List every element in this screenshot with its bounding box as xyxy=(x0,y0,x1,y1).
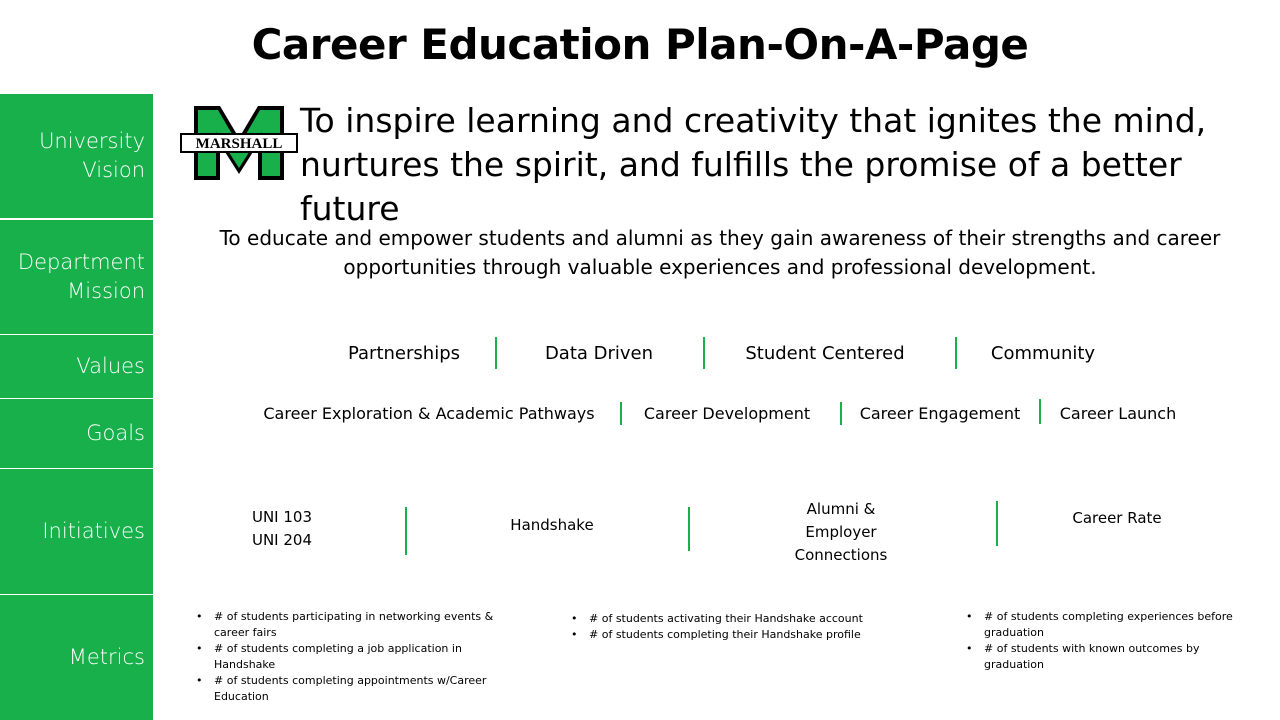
divider xyxy=(620,402,622,425)
metrics-list-2 xyxy=(571,611,929,643)
metric-item xyxy=(984,609,1280,641)
metric-item xyxy=(214,673,534,705)
initiative-line: Alumni & xyxy=(806,500,876,518)
mission-line: To educate and empower students and alumni as they gain awareness of their strengths and career xyxy=(219,226,1221,250)
metric-line: • # of students with known outcomes by xyxy=(984,642,1200,655)
initiative-line: UNI 204 xyxy=(251,531,313,549)
value-item: Data Driven xyxy=(544,343,654,364)
department-mission xyxy=(180,224,1260,282)
university-vision xyxy=(300,99,1270,231)
vision-line: nurtures the spirit, and fulfills the promise of a better future xyxy=(300,145,1182,228)
metric-line: career fairs xyxy=(214,626,277,639)
initiative-handshake: Handshake xyxy=(510,516,594,534)
sidebar-mission xyxy=(0,219,156,334)
metrics-list-3 xyxy=(966,609,1280,673)
initiative-uni xyxy=(232,506,332,552)
logo-text: MARSHALL xyxy=(195,136,283,152)
metric-item xyxy=(214,609,534,641)
initiative-career-rate: Career Rate xyxy=(1072,509,1162,527)
value-item: Community xyxy=(990,343,1096,364)
divider xyxy=(996,501,998,546)
divider xyxy=(495,337,497,369)
metric-line: graduation xyxy=(984,658,1045,671)
mission-line: opportunities through valuable experiences and professional development. xyxy=(343,255,1097,279)
sidebar-metrics: Metrics xyxy=(0,594,156,720)
metric-line: Education xyxy=(214,690,269,703)
metric-line: Handshake xyxy=(214,658,276,671)
divider xyxy=(703,337,705,369)
metric-line: • # of students activating their Handshake account xyxy=(589,612,863,625)
sidebar-initiatives: Initiatives xyxy=(0,468,156,594)
metric-line: • # of students completing their Handshake profile xyxy=(589,628,861,641)
metric-line: • # of students completing a job application in xyxy=(214,642,462,655)
sidebar-mission-line: Department xyxy=(17,250,145,274)
value-item: Student Centered xyxy=(745,343,905,364)
sidebar-values: Values xyxy=(0,334,156,398)
metric-item xyxy=(589,611,929,627)
value-item: Partnerships xyxy=(347,343,460,364)
metric-item xyxy=(589,627,929,643)
sidebar-vision xyxy=(0,93,156,218)
goal-item: Career Exploration & Academic Pathways xyxy=(263,404,595,423)
metric-line: graduation xyxy=(984,626,1045,639)
metric-line: • # of students completing appointments w/Career xyxy=(214,674,487,687)
initiative-alumni xyxy=(776,498,906,567)
sidebar-vision-line: Vision xyxy=(82,158,145,182)
divider xyxy=(1039,399,1041,424)
metric-item xyxy=(984,641,1280,673)
metric-line: • # of students completing experiences before xyxy=(984,610,1233,623)
divider xyxy=(405,507,407,555)
page-title: Career Education Plan-On-A-Page xyxy=(251,20,1029,69)
marshall-logo xyxy=(180,104,298,182)
initiative-line: Employer xyxy=(805,523,877,541)
goal-item: Career Engagement xyxy=(859,404,1021,423)
initiative-line: UNI 103 xyxy=(251,508,313,526)
sidebar-goals: Goals xyxy=(0,398,156,468)
divider xyxy=(840,402,842,425)
goal-item: Career Development xyxy=(643,404,811,423)
initiative-line: Connections xyxy=(794,546,888,564)
vision-line: To inspire learning and creativity that ignites the mind, xyxy=(300,101,1207,140)
divider xyxy=(955,337,957,369)
metrics-list-1 xyxy=(196,609,534,705)
goal-item: Career Launch xyxy=(1059,404,1177,423)
sidebar-vision-line: University xyxy=(39,129,145,153)
divider xyxy=(688,507,690,551)
metric-line: • # of students participating in networking events & xyxy=(214,610,494,623)
sidebar-mission-line: Mission xyxy=(67,279,145,303)
metric-item xyxy=(214,641,534,673)
